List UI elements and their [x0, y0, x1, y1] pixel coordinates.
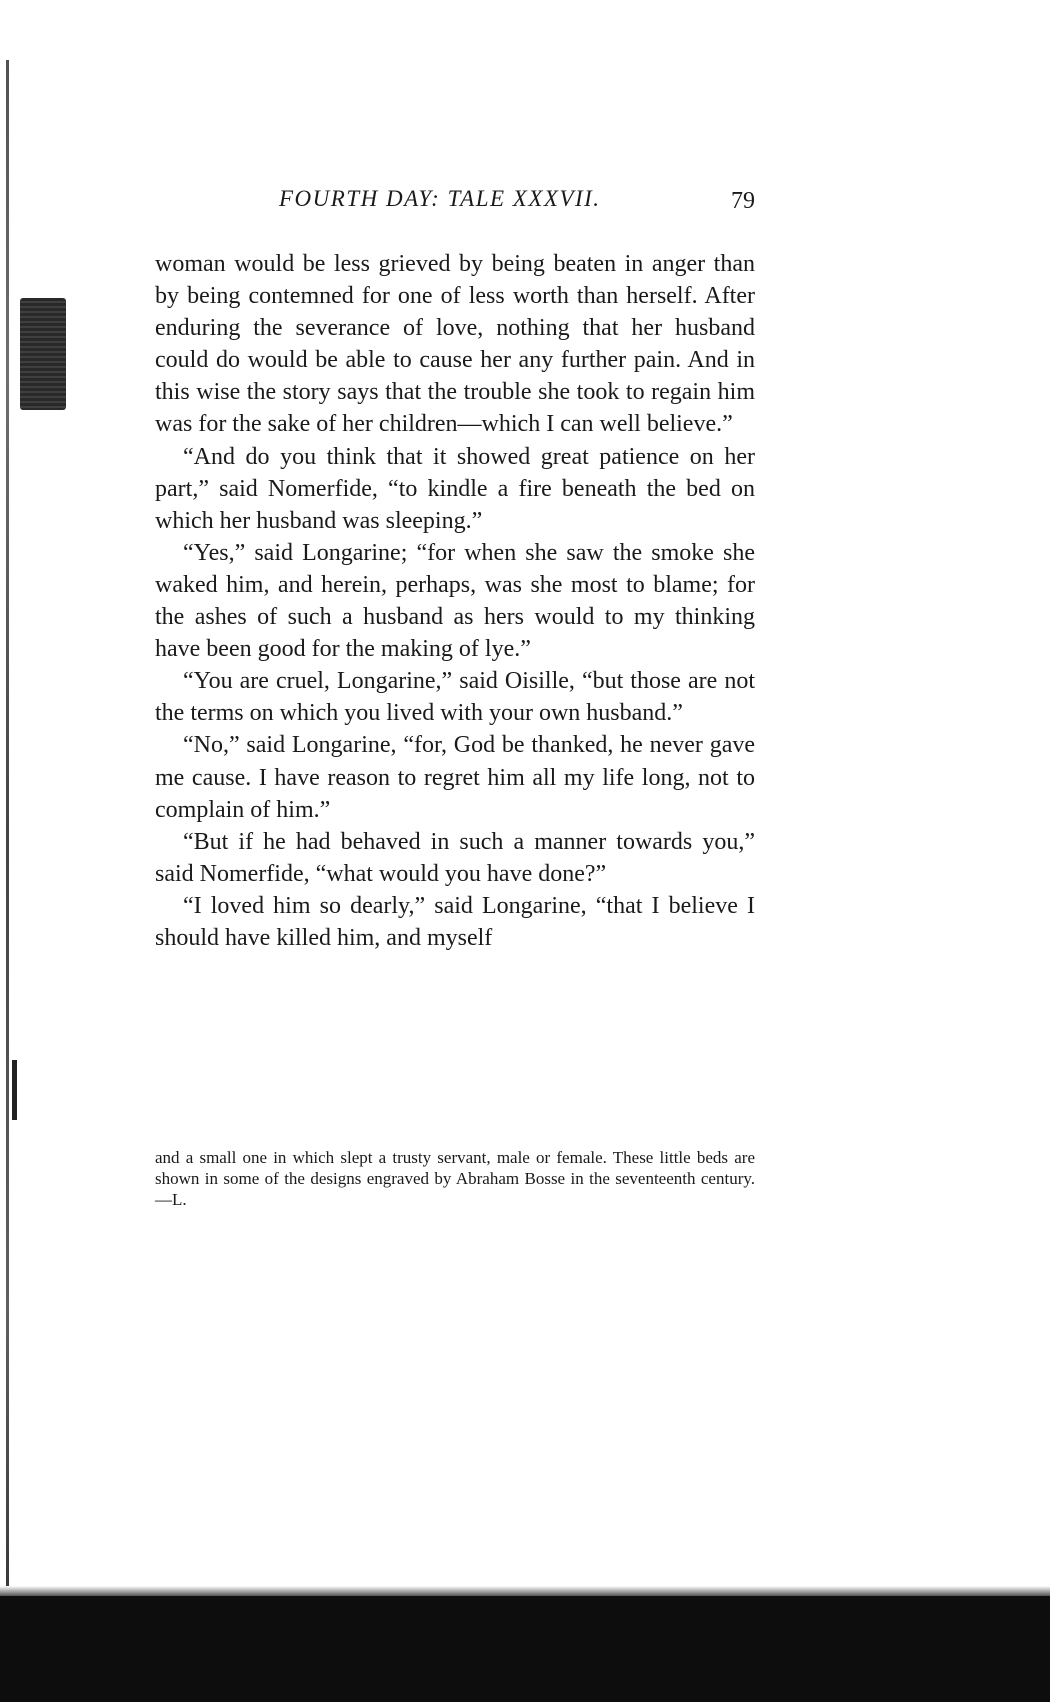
running-head	[155, 186, 755, 220]
running-title: FOURTH DAY: TALE XXXVII.	[279, 186, 601, 211]
body-text	[155, 248, 755, 954]
footnote-text: and a small one in which slept a trusty servant, male or female. These little beds are shown in some of the designs engraved by Abraham Bosse in the seventeenth century.—L.	[155, 1148, 755, 1209]
binding-edge	[6, 60, 9, 1620]
paragraph: “I loved him so dearly,” said Longarine, “that I believe I should have killed him, and myself	[155, 892, 755, 951]
paragraph: “You are cruel, Longarine,” said Oisille, “but those are not the terms on which you lived with your own husband.”	[155, 668, 755, 727]
paragraph: “And do you think that it showed great patience on her part,” said Nomerfide, “to kindle a fire beneath the bed on which her husband was sleeping.”	[155, 443, 755, 534]
footnote	[155, 1147, 755, 1210]
paragraph: “No,” said Longarine, “for, God be thanked, he never gave me cause. I have reason to regret him all my life long, not to complain of him.”	[155, 732, 755, 823]
page-number: 79	[731, 188, 755, 214]
scan-edge	[0, 1596, 1050, 1702]
binding-shadow-lower	[12, 1060, 17, 1120]
binding-shadow	[20, 298, 66, 410]
paragraph: “Yes,” said Longarine; “for when she saw the smoke she waked him, and herein, perhaps, was she most to blame; for the ashes of such a husband as hers would to my thinking have been good for the making of lye.”	[155, 539, 755, 663]
paragraph-continued: woman would be less grieved by being beaten in anger than by being contemned for one of less worth than herself. After enduring the severance of love, nothing that her husband could do would be able to cause her any further pain. And in this wise the story says that the trouble she took to regain him was for the sake of her children—which I can well believe.”	[155, 251, 755, 438]
paragraph: “But if he had behaved in such a manner towards you,” said Nomerfide, “what would you have done?”	[155, 828, 755, 887]
